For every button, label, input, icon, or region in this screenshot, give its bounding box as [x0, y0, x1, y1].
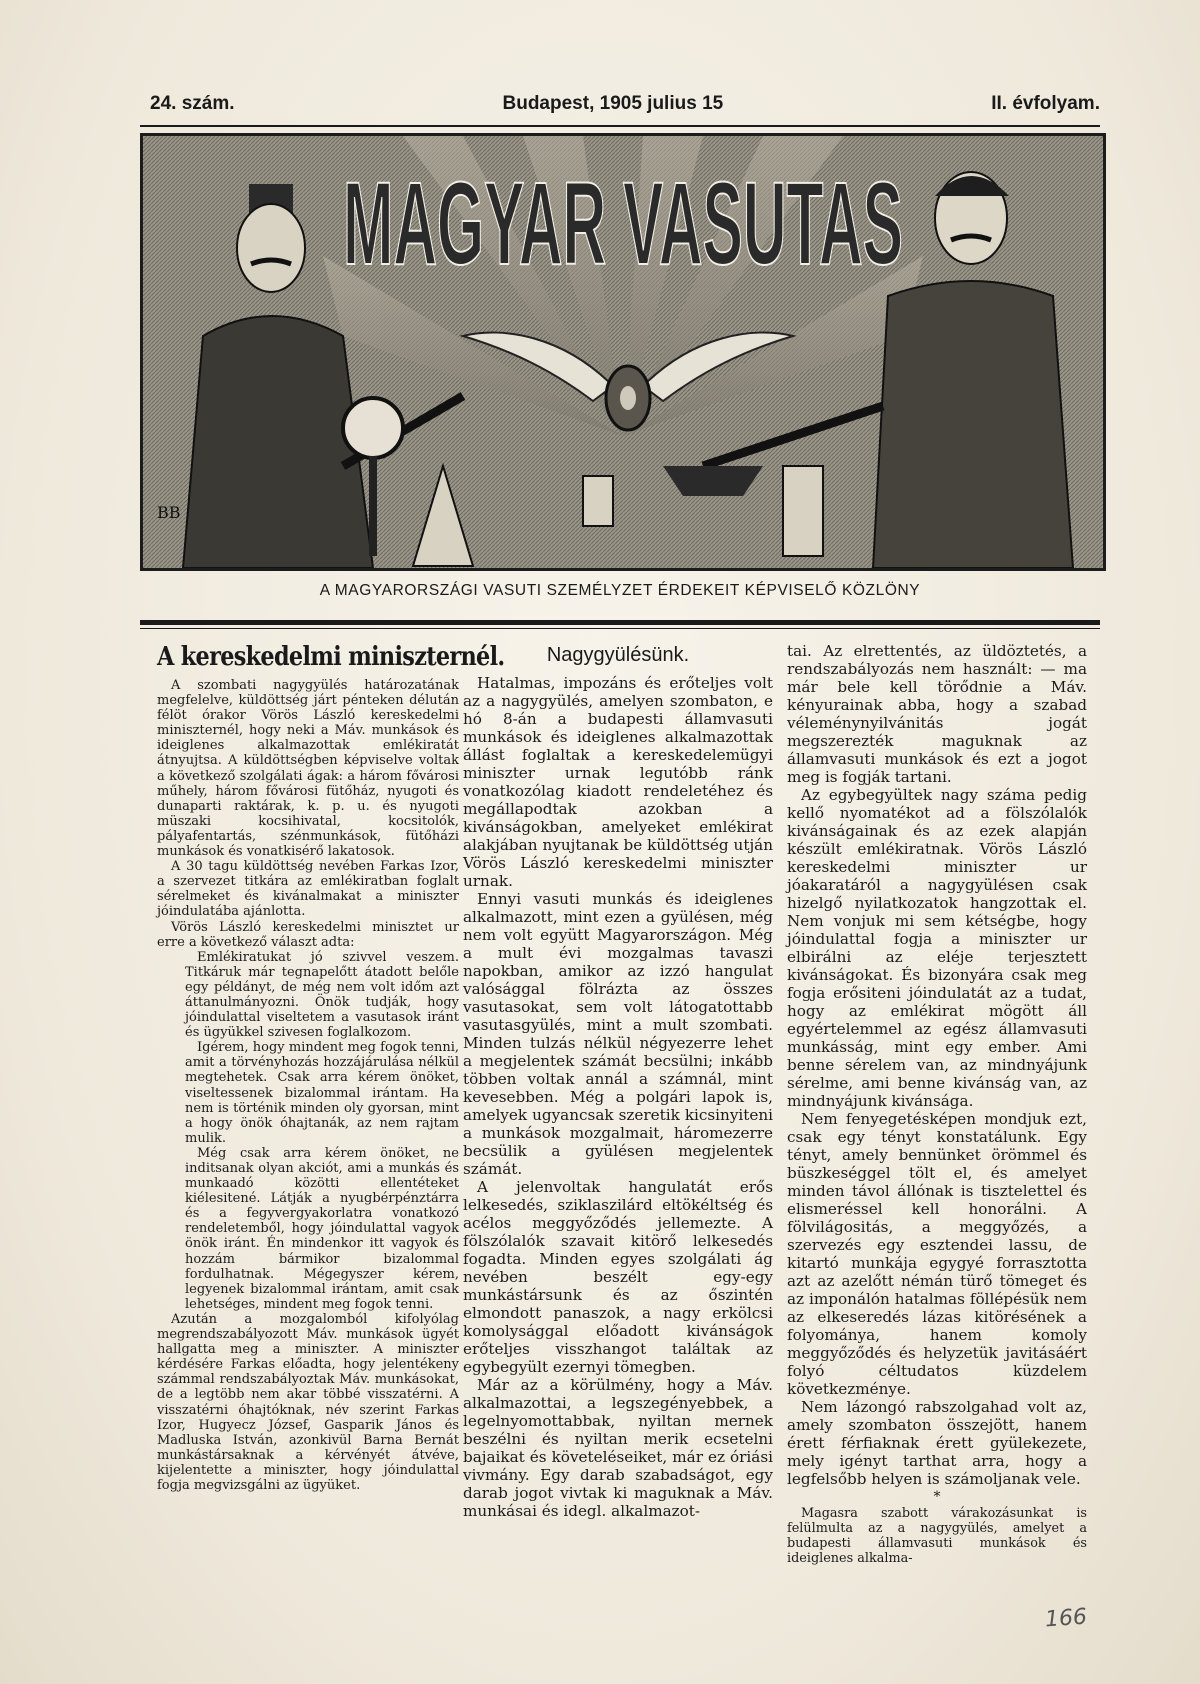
double-rule-thick	[140, 620, 1100, 625]
paragraph: Vörös László kereskedelmi minisztet ur erre a következő választ adta:	[157, 919, 459, 950]
paragraph: tai. Az elrettentés, az üldöztetés, a rendszabályozás nem használt: — ma már bele kell törődnie a Máv. kényurainak abba, hogy a szabad véleménynyilvánitás jogát megszerezték maguknak az államvasuti munkások és ezt a jogot meg is fogják tartani.	[787, 642, 1087, 786]
paragraph: Azután a mozgalomból kifolyólag megrendszabályozott Máv. munkások ügyét hallgatta meg a miniszter. A miniszter kérdésére Farkas előadta, hogy jelentékeny számmal rendszabályoztak Máv. munkásokat, de a legtöbb nem akar többé visszatérni. A visszatérni óhajtóknak, név szerint Farkas Izor, Hugyecz József, Gasparik János és Madluska István, azonkivül Barna Bernát munkástársaknak a kérvényét átvéve, kijelentette a miniszter, hogy jóindulattal fogja megvizsgálni az ügyüket.	[157, 1311, 459, 1493]
paragraph: Ennyi vasuti munkás és ideiglenes alkalmazott, mint ezen a gyülésen, még nem volt együtt Magyarországon. Még a mult évi mozgalmas tavaszi napokban, amikor az izzó hangulat valósággal fölrázta az összes vasutasokat, sem volt látogatottabb vasutasgyülés, mint a mult szombati. Minden tulzás nélkül négyezerre lehet a megjelentek számát becsülni; inkább többen voltak annál a számnál, mint kevesebben. Még a polgári lapok is, amelyek ugyancsak szeretik kicsinyiteni a munkások mozgalmait, háromezerre becsülik a gyülésen megjelentek számát.	[463, 890, 773, 1178]
issue-number: 24. szám.	[150, 93, 235, 114]
quote-paragraph: Emlékiratukat jó szivvel veszem. Titkáruk már tegnapelőtt átadott belőle egy példányt, de még nem volt időm azt áttanulmányozni. Önök tudják, hogy jóindulattal viseltetem a vasutasok iránt és ügyükkel szivesen foglalkozom.	[185, 949, 459, 1041]
header-rule	[140, 125, 1100, 127]
paragraph: A jelenvoltak hangulatát erős lelkesedés, sziklaszilárd eltökéltség és acélos meggyőződés jellemezte. A fölszólalók szavait kitörő lelkesedés fogadta. Minden egyes szolgálati ág nevében beszélt egy-egy munkástársunk és az őszintén elmondott panaszok, a nagy erkölcsi komolysággal előadott kivánságok erőteljes visszhangot találtak az egybegyült ezernyi tömegben.	[463, 1178, 773, 1376]
volume: II. évfolyam.	[991, 93, 1100, 114]
handwritten-page-number: 166	[1044, 1604, 1088, 1633]
quote-paragraph: Még csak arra kérem önöket, ne inditsanak olyan akciót, ami a munkás és munkaadó közötti ellentéteket kiélesitené. Látják a nyugbérpénztárra és a fegyvergyakorlatra vonatkozó rendeletemből, hogy jóindulattal vagyok önök iránt. Én mindenkor itt vagyok és hozzám bármikor bizalommal fordulhatnak. Mégegyszer kérem, legyenek bizalommal irántam, amit csak lehetséges, mindent meg fogok tenni.	[185, 1145, 459, 1312]
paragraph: Nem lázongó rabszolgahad volt az, amely szombaton összejött, hanem érett férfiaknak érett gyülekezete, mely igényt tarthat arra, hogy a legfelsőbb helyen is számoljanak vele.	[787, 1398, 1087, 1488]
paragraph: Az egybegyültek nagy száma pedig kellő nyomatékot ad a fölszólalók kivánságainak és az ezek alapján készült emlékiratnak. Vörös László kereskedelmi miniszter ur jóakaratáról a nagygyülésen csak hizelgő nyilatkozatok hangzottak el. Nem vonjuk mi sem kétségbe, hogy jóindulattal fogja a miniszter ur elbirálni az eléje terjesztett kivánságokat. És bizonyára csak meg fogja erősiteni jóindulatát az a tudat, hogy az emlékirat mögött áll egyértelemmel az egész államvasuti munkásság, mint egy ember. Ami benne sérelem van, az mindnyájunk sérelme, ami benne kivánság van, az mindnyájunk kivánsága.	[787, 786, 1087, 1110]
column-2	[463, 642, 773, 1520]
minister-quote	[185, 950, 459, 1312]
publication-subtitle: A MAGYARORSZÁGI VASUTI SZEMÉLYZET ÉRDEKEIT KÉPVISELŐ KÖZLÖNY	[319, 582, 921, 599]
paragraph: A szombati nagygyülés határozatának megfelelve, küldöttség járt pénteken délután félöt órakor Vörös László kereskedelmi miniszternél, hogy neki a Máv. munkások és ideiglenes alkalmazottak emlékiratát átnyujtsa. A küldöttségben képviselve voltak a következő szolgálati ágak: a három fővárosi műhely, három fővárosi fütőház, nyugoti és dunaparti raktárak, k. p. u. és nyugoti müszaki kocsihivatal, kocsitolók, pályafentartás, szénmunkások, fütőházi munkások és vonatkisérő lakatosok.	[157, 678, 459, 860]
paragraph: Nem fenyegetésképen mondjuk ezt, csak egy tényt konstatálunk. Egy tényt, amely bennünket örömmel és büszkeséggel tölt el, és amelyet minden távol állónak is tisztelettel és elismeréssel kell honorálni. A fölvilágositás, a meggyőzés, a szervezés egy esztendei lassu, de kitartó munkája egygyé forrasztotta azt az azelőtt némán türő tömeget és az imponálón hatalmas föllépésük nem az elkeseredés lázas kitörésének a folyománya, hanem komoly meggyőződés és helyzetük javitásáért folyó céltudatos küzdelem következménye.	[787, 1110, 1087, 1398]
double-rule-thin	[140, 628, 1100, 629]
footnote-paragraph: Magasra szabott várakozásunkat is felülmulta az a nagygyülés, amelyet a budapesti államvasuti munkások és ideiglenes alkalma-	[787, 1506, 1087, 1566]
banner-title: MAGYAR VASUTAS	[343, 158, 903, 290]
quote-paragraph: Igérem, hogy mindent meg fogok tenni, amit a törvényhozás hozzájárulása nélkül megtehetek. Csak arra kérem önöket, viseltessenek bizalommal irántam. Ha nem is történik minden oly gyorsan, mint a hogy önök óhajtanák, az nem rajtam mulik.	[185, 1040, 459, 1146]
article-headline: A kereskedelmi miniszternél.	[157, 642, 505, 672]
paragraph: A 30 tagu küldöttség nevében Farkas Izor, a szervezet titkára az emlékiratban foglalt sérelmeket és kivánalmakat a miniszter jóindulatába ajánlotta.	[157, 859, 459, 920]
column-1	[157, 642, 505, 1493]
paragraph: Már az a körülmény, hogy a Máv. alkalmazottai, a legszegényebbek, a legelnyomottabbak, nyiltan mernek beszélni és nyiltan merik ecsetelni bajaikat és követeléseiket, már ez óriási vivmány. Egy darab szabadságot, egy darab jogot vivtak ki maguknak a Máv. munkásai és idegl. alkalmazot-	[463, 1376, 773, 1520]
paragraph: Hatalmas, impozáns és erőteljes volt az a nagygyülés, amelyen szombaton, e hó 8-án a budapesti államvasuti munkások és ideiglenes alkalmazottak állást foglaltak a kereskedelemügyi miniszter urnak legutóbb ránk vonatkozólag kiadott rendeletéhez és megállapodtak azokban a kivánságokban, amelyeket emlékirat alakjában nyujtanak be küldöttség utján Vörös László kereskedelmi miniszter urnak.	[463, 674, 773, 890]
masthead-banner	[140, 133, 1106, 571]
separator-star: *	[933, 1489, 941, 1505]
artist-monogram: BB	[157, 503, 181, 522]
column-3	[787, 642, 1087, 1566]
section-title: Nagygyülésünk.	[546, 644, 690, 666]
masthead-info	[150, 92, 1100, 116]
place-date: Budapest, 1905 julius 15	[502, 93, 724, 114]
banner-illustration	[143, 136, 1103, 568]
